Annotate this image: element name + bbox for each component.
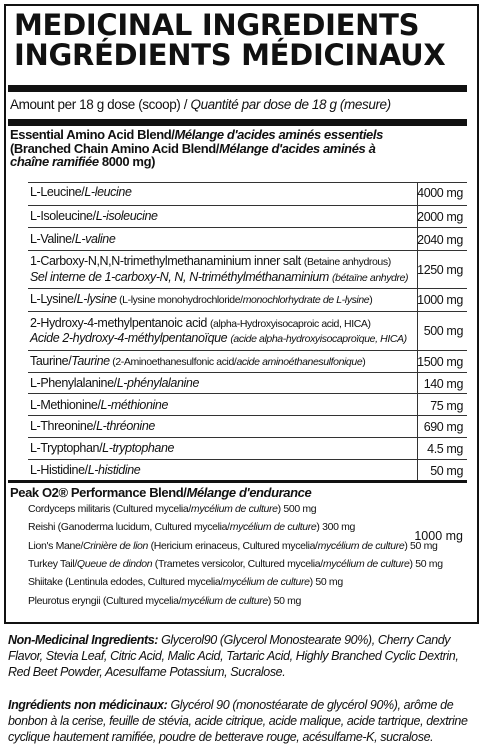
ingredient-row: 2-Hydroxy-4-methylpentanoic acid (alpha-Hydroxyisocaproic acid, HICA) Acide 2-hydroxy-4-méthylpentanoïque (acide alpha-hydroxyisocaproïque, HICA) 500 mg	[28, 311, 467, 350]
bcaa-fr-2: chaîne ramifiée	[10, 154, 99, 169]
serving-en: Amount per 18 g dose (scoop) /	[10, 97, 191, 112]
non-medicinal-fr-text: Glycérol 90 (monostéarate de glycérol 90%), arôme de bonbon à la cerise, feuille de stévia, acide citrique, acide malique, acide tartrique, dextrine cyclique hautement ramifiée, poudre de betterave rouge, acésulfame-K, sucralose.	[8, 698, 468, 744]
ingredient-row: L-Histidine/L-histidine 50 mg	[28, 459, 467, 480]
ingredient-row: Taurine/Taurine (2-Aminoethanesulfonic acid/acide aminoéthanesulfonique) 1500 mg	[28, 350, 467, 372]
ingredient-amount: 2040 mg	[417, 233, 463, 247]
divider	[8, 480, 467, 483]
panel-title	[14, 10, 445, 70]
non-medicinal-fr-label: Ingrédients non médicinaux:	[8, 698, 168, 712]
eaa-en: Essential Amino Acid Blend/	[10, 127, 175, 142]
ingredient-amount: 1250 mg	[417, 263, 463, 277]
ingredient-row: 1-Carboxy-N,N,N-trimethylmethanaminium inner salt (Betaine anhydrous) Sel interne de 1-carboxy-N, N, N-triméthylméthanaminium (bétaïne anhydre) 1250 mg	[28, 250, 467, 288]
serving-fr: Quantité par dose de 18 g (mesure)	[190, 97, 391, 112]
non-medicinal-fr	[8, 697, 478, 745]
ingredient-amount: 2000 mg	[417, 210, 463, 224]
bcaa-amount: 8000 mg)	[98, 154, 156, 169]
non-medicinal-en	[8, 632, 478, 680]
non-medicinal-en-label: Non-Medicinal Ingredients:	[8, 633, 159, 647]
serving-size	[10, 97, 391, 112]
non-medicinal-en-text: Glycerol90 (Glycerol Monostearate 90%), Cherry Candy Flavor, Stevia Leaf, Citric Acid, Malic Acid, Tartaric Acid, Highly Branched Cyclic Dextrin, Red Beet Powder, Acesulfame Potassium, Sucralose.	[8, 633, 459, 679]
divider-thick	[8, 119, 467, 126]
ingredient-row: L-Tryptophan/L-tryptophane 4.5 mg	[28, 437, 467, 459]
peak-blend-item: Shiitake (Lentinula edodes, Cultured mycelia/mycélium de culture) 50 mg	[28, 576, 343, 588]
ingredient-amount: 4000 mg	[417, 186, 463, 200]
peak-blend-item: Turkey Tail/Queue de dindon (Trametes versicolor, Cultured mycelia/mycélium de culture) 50 mg	[28, 558, 443, 570]
bcaa-fr: Mélange d'acides aminés à	[219, 140, 376, 156]
peak-blend-item: Cordyceps militaris (Cultured mycelia/mycélium de culture) 500 mg	[28, 503, 317, 515]
ingredient-amount: 50 mg	[430, 464, 463, 478]
ingredient-row: L-Lysine/L-lysine (L-lysine monohydrochloride/monochlorhydrate de L-lysine) 1000 mg	[28, 288, 467, 310]
divider-thick	[8, 85, 467, 92]
ingredient-row: L-Isoleucine/L-isoleucine 2000 mg	[28, 205, 467, 227]
ingredient-amount: 75 mg	[430, 399, 463, 413]
ingredient-row: L-Threonine/L-thréonine 690 mg	[28, 415, 467, 437]
ingredient-amount: 140 mg	[423, 377, 463, 391]
peak-blend-item: Reishi (Ganoderma lucidum, Cultured mycelia/mycélium de culture) 300 mg	[28, 521, 356, 533]
title-fr: INGRÉDIENTS MÉDICINAUX	[14, 38, 446, 72]
peak-blend-item: Lion's Mane/Crinière de lion (Hericium erinaceus, Cultured mycelia/mycélium de culture) 50 mg	[28, 540, 438, 552]
ingredient-amount: 4.5 mg	[427, 442, 463, 456]
ingredient-amount: 1000 mg	[417, 293, 463, 307]
peak-blend-heading: Peak O2® Performance Blend/Mélange d'endurance	[10, 485, 312, 500]
ingredient-row: L-Phenylalanine/L-phénylalanine 140 mg	[28, 372, 467, 393]
ingredient-row: L-Leucine/L-leucine 4000 mg	[28, 182, 467, 202]
peak-blend-amount: 1000 mg	[414, 529, 463, 543]
ingredient-row: L-Valine/L-valine 2040 mg	[28, 227, 467, 250]
eaa-blend-heading	[10, 128, 383, 169]
ingredient-amount: 1500 mg	[417, 355, 463, 369]
ingredient-amount: 690 mg	[423, 420, 463, 434]
ingredient-row: L-Methionine/L-méthionine 75 mg	[28, 393, 467, 415]
peak-blend-item: Pleurotus eryngii (Cultured mycelia/mycélium de culture) 50 mg	[28, 595, 302, 607]
bcaa-en: (Branched Chain Amino Acid Blend/	[10, 140, 220, 156]
title-en: MEDICINAL INGREDIENTS	[14, 8, 420, 42]
eaa-fr: Mélange d'acides aminés essentiels	[174, 127, 383, 142]
ingredient-amount: 500 mg	[423, 324, 463, 338]
